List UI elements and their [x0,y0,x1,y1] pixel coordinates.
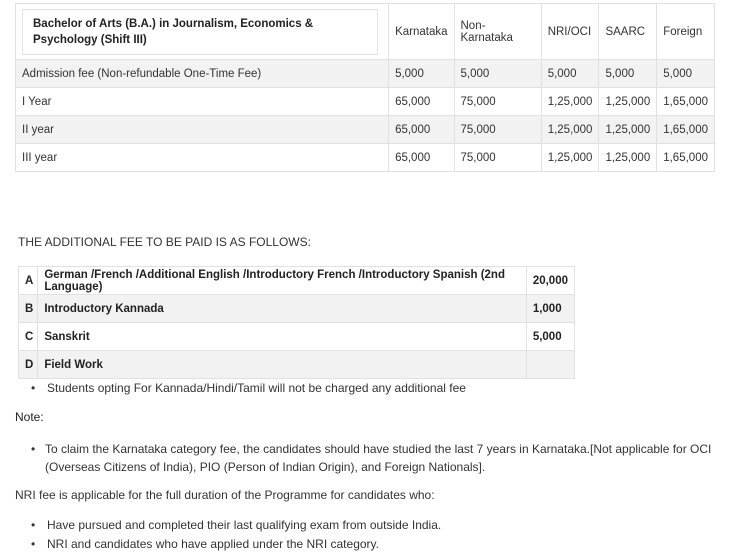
header-non-karnataka: Non-Karnataka [454,4,541,60]
row-label: II year [16,116,389,144]
item-letter: C [19,323,38,351]
item-letter: D [19,351,38,379]
row-label: I Year [16,88,389,116]
header-foreign: Foreign [657,4,715,60]
item-amount: 1,000 [526,295,574,323]
nri-intro: NRI fee is applicable for the full duration of the Programme for candidates who: [15,488,435,502]
header-karnataka: Karnataka [389,4,454,60]
additional-fee-table [18,266,575,379]
cell-value: 75,000 [454,88,541,116]
table-row [19,295,575,323]
note-text: To claim the Karnataka category fee, the candidates should have studied the last 7 years in Karnataka.[Not applicable for OCI (Overseas Citizens of India), PIO (Person of Indian Origin), and Foreign Nationals]. [45,442,712,474]
table-row [19,351,575,379]
program-cell [16,4,389,60]
table-row [19,267,575,295]
item-amount: 5,000 [526,323,574,351]
row-label: III year [16,144,389,172]
note-label: Note: [15,410,44,424]
table-row [16,60,715,88]
cell-value: 5,000 [541,60,599,88]
cell-value: 1,65,000 [657,144,715,172]
cell-value: 1,65,000 [657,88,715,116]
cell-value: 1,25,000 [599,88,657,116]
cell-value: 5,000 [657,60,715,88]
cell-value: 1,25,000 [541,88,599,116]
cell-value: 5,000 [599,60,657,88]
cell-value: 1,25,000 [599,144,657,172]
nri-point-text: NRI and candidates who have applied under the NRI category. [47,537,379,551]
item-letter: B [19,295,38,323]
cell-value: 1,25,000 [541,144,599,172]
row-label: Admission fee (Non-refundable One-Time Fee) [16,60,389,88]
table-row [16,88,715,116]
item-name: Introductory Kannada [38,295,527,323]
nri-point-text: Have pursued and completed their last qualifying exam from outside India. [47,518,442,532]
item-name: Field Work [38,351,527,379]
program-title: Bachelor of Arts (B.A.) in Journalism, Economics & Psychology (Shift III) [22,9,378,55]
header-nri-oci: NRI/OCI [541,4,599,60]
cell-value: 75,000 [454,116,541,144]
bullet-icon: • [31,518,36,532]
nri-point [31,518,441,532]
item-name: German /French /Additional English /Introductory French /Introductory Spanish (2nd Language) [38,267,527,295]
header-saarc: SAARC [599,4,657,60]
bullet-icon: • [31,442,36,456]
table-row [19,323,575,351]
note-bullet [31,440,721,476]
cell-value: 1,25,000 [599,116,657,144]
additional-fee-heading: THE ADDITIONAL FEE TO BE PAID IS AS FOLLOWS: [18,235,311,249]
cell-value: 65,000 [389,116,454,144]
item-name: Sanskrit [38,323,527,351]
nri-point [31,537,379,551]
table-row [16,116,715,144]
item-amount: 20,000 [526,267,574,295]
cell-value: 5,000 [389,60,454,88]
cell-value: 1,25,000 [541,116,599,144]
cell-value: 65,000 [389,144,454,172]
cell-value: 1,65,000 [657,116,715,144]
cell-value: 75,000 [454,144,541,172]
table-row [16,144,715,172]
no-fee-bullet [31,381,466,395]
item-letter: A [19,267,38,295]
bullet-icon: • [31,381,36,395]
bullet-icon: • [31,537,36,551]
fee-table-header-row [16,4,715,60]
cell-value: 65,000 [389,88,454,116]
cell-value: 5,000 [454,60,541,88]
fee-table [15,3,715,172]
item-amount [526,351,574,379]
no-fee-text: Students opting For Kannada/Hindi/Tamil will not be charged any additional fee [47,381,466,395]
